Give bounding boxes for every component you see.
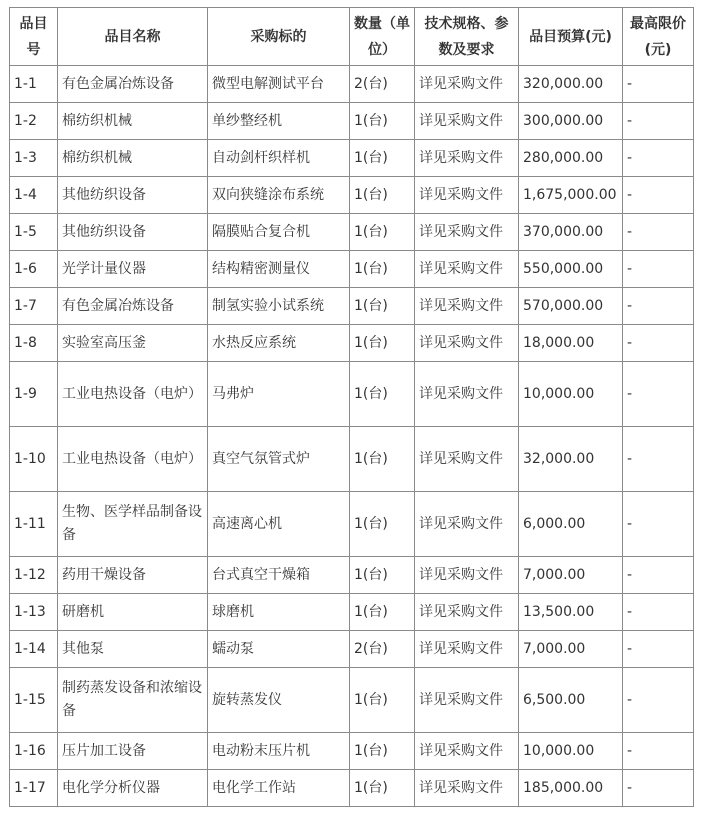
cell-spec: 详见采购文件 — [415, 251, 519, 288]
cell-target: 制氢实验小试系统 — [208, 288, 350, 325]
cell-budget: 10,000.00 — [519, 362, 623, 427]
procurement-items-table — [9, 7, 694, 807]
cell-target: 电动粉末压片机 — [208, 733, 350, 770]
cell-quantity: 1(台) — [350, 251, 415, 288]
table-row — [10, 668, 694, 733]
table-row — [10, 140, 694, 177]
cell-target: 高速离心机 — [208, 492, 350, 557]
cell-item-no: 1-11 — [10, 492, 58, 557]
cell-quantity: 1(台) — [350, 140, 415, 177]
table-row — [10, 362, 694, 427]
cell-target: 旋转蒸发仪 — [208, 668, 350, 733]
cell-item-name: 电化学分析仪器 — [58, 770, 208, 807]
cell-item-no: 1-4 — [10, 177, 58, 214]
cell-quantity: 1(台) — [350, 288, 415, 325]
cell-item-name: 研磨机 — [58, 594, 208, 631]
cell-max-price: - — [623, 594, 694, 631]
cell-spec: 详见采购文件 — [415, 668, 519, 733]
cell-item-no: 1-15 — [10, 668, 58, 733]
table-row — [10, 288, 694, 325]
cell-item-no: 1-7 — [10, 288, 58, 325]
cell-target: 自动剑杆织样机 — [208, 140, 350, 177]
cell-budget: 280,000.00 — [519, 140, 623, 177]
cell-item-name: 棉纺织机械 — [58, 103, 208, 140]
cell-target: 台式真空干燥箱 — [208, 557, 350, 594]
cell-spec: 详见采购文件 — [415, 427, 519, 492]
cell-quantity: 1(台) — [350, 103, 415, 140]
cell-budget: 18,000.00 — [519, 325, 623, 362]
cell-quantity: 1(台) — [350, 594, 415, 631]
table-row — [10, 557, 694, 594]
table-row — [10, 325, 694, 362]
cell-quantity: 2(台) — [350, 66, 415, 103]
cell-quantity: 1(台) — [350, 214, 415, 251]
cell-spec: 详见采购文件 — [415, 325, 519, 362]
cell-item-name: 制药蒸发设备和浓缩设备 — [58, 668, 208, 733]
header-spec: 技术规格、参数及要求 — [415, 8, 519, 66]
cell-item-name: 其他纺织设备 — [58, 214, 208, 251]
header-item-no: 品目号 — [10, 8, 58, 66]
cell-max-price: - — [623, 140, 694, 177]
cell-max-price: - — [623, 631, 694, 668]
cell-item-no: 1-1 — [10, 66, 58, 103]
cell-item-no: 1-8 — [10, 325, 58, 362]
cell-item-name: 光学计量仪器 — [58, 251, 208, 288]
cell-quantity: 1(台) — [350, 325, 415, 362]
cell-quantity: 1(台) — [350, 362, 415, 427]
cell-budget: 550,000.00 — [519, 251, 623, 288]
cell-quantity: 1(台) — [350, 668, 415, 733]
cell-max-price: - — [623, 66, 694, 103]
cell-max-price: - — [623, 288, 694, 325]
cell-spec: 详见采购文件 — [415, 177, 519, 214]
cell-item-no: 1-10 — [10, 427, 58, 492]
cell-item-no: 1-12 — [10, 557, 58, 594]
cell-max-price: - — [623, 362, 694, 427]
cell-max-price: - — [623, 668, 694, 733]
cell-max-price: - — [623, 214, 694, 251]
cell-budget: 6,500.00 — [519, 668, 623, 733]
cell-budget: 13,500.00 — [519, 594, 623, 631]
cell-item-no: 1-5 — [10, 214, 58, 251]
header-item-name: 品目名称 — [58, 8, 208, 66]
cell-spec: 详见采购文件 — [415, 557, 519, 594]
cell-spec: 详见采购文件 — [415, 288, 519, 325]
cell-max-price: - — [623, 770, 694, 807]
cell-target: 球磨机 — [208, 594, 350, 631]
cell-budget: 7,000.00 — [519, 631, 623, 668]
cell-item-name: 有色金属冶炼设备 — [58, 288, 208, 325]
cell-item-name: 棉纺织机械 — [58, 140, 208, 177]
cell-spec: 详见采购文件 — [415, 733, 519, 770]
header-max-price: 最高限价(元) — [623, 8, 694, 66]
cell-item-no: 1-2 — [10, 103, 58, 140]
cell-budget: 185,000.00 — [519, 770, 623, 807]
cell-quantity: 1(台) — [350, 770, 415, 807]
cell-spec: 详见采购文件 — [415, 594, 519, 631]
table-row — [10, 214, 694, 251]
cell-item-no: 1-14 — [10, 631, 58, 668]
cell-max-price: - — [623, 251, 694, 288]
cell-target: 蠕动泵 — [208, 631, 350, 668]
cell-quantity: 1(台) — [350, 492, 415, 557]
cell-max-price: - — [623, 557, 694, 594]
cell-item-no: 1-17 — [10, 770, 58, 807]
cell-target: 微型电解测试平台 — [208, 66, 350, 103]
table-row — [10, 631, 694, 668]
cell-item-no: 1-6 — [10, 251, 58, 288]
table-row — [10, 103, 694, 140]
cell-budget: 300,000.00 — [519, 103, 623, 140]
cell-item-no: 1-16 — [10, 733, 58, 770]
table-row — [10, 733, 694, 770]
cell-target: 结构精密测量仪 — [208, 251, 350, 288]
cell-max-price: - — [623, 427, 694, 492]
cell-max-price: - — [623, 492, 694, 557]
table-row — [10, 770, 694, 807]
table-row — [10, 66, 694, 103]
cell-max-price: - — [623, 325, 694, 362]
table-row — [10, 594, 694, 631]
cell-target: 电化学工作站 — [208, 770, 350, 807]
table-row — [10, 251, 694, 288]
cell-item-name: 药用干燥设备 — [58, 557, 208, 594]
cell-budget: 32,000.00 — [519, 427, 623, 492]
cell-budget: 370,000.00 — [519, 214, 623, 251]
cell-budget: 320,000.00 — [519, 66, 623, 103]
cell-target: 单纱整经机 — [208, 103, 350, 140]
cell-target: 隔膜贴合复合机 — [208, 214, 350, 251]
cell-budget: 1,675,000.00 — [519, 177, 623, 214]
cell-max-price: - — [623, 177, 694, 214]
header-target: 采购标的 — [208, 8, 350, 66]
cell-quantity: 2(台) — [350, 631, 415, 668]
procurement-table-container — [9, 7, 693, 807]
cell-item-name: 生物、医学样品制备设备 — [58, 492, 208, 557]
cell-max-price: - — [623, 103, 694, 140]
cell-budget: 570,000.00 — [519, 288, 623, 325]
cell-item-name: 有色金属冶炼设备 — [58, 66, 208, 103]
cell-spec: 详见采购文件 — [415, 631, 519, 668]
header-budget: 品目预算(元) — [519, 8, 623, 66]
table-row — [10, 492, 694, 557]
cell-quantity: 1(台) — [350, 733, 415, 770]
cell-budget: 7,000.00 — [519, 557, 623, 594]
cell-target: 马弗炉 — [208, 362, 350, 427]
cell-quantity: 1(台) — [350, 557, 415, 594]
header-quantity: 数量（单位） — [350, 8, 415, 66]
cell-quantity: 1(台) — [350, 427, 415, 492]
cell-spec: 详见采购文件 — [415, 103, 519, 140]
cell-item-name: 工业电热设备（电炉） — [58, 362, 208, 427]
cell-spec: 详见采购文件 — [415, 770, 519, 807]
cell-item-name: 其他纺织设备 — [58, 177, 208, 214]
cell-spec: 详见采购文件 — [415, 362, 519, 427]
cell-spec: 详见采购文件 — [415, 492, 519, 557]
cell-spec: 详见采购文件 — [415, 214, 519, 251]
cell-target: 水热反应系统 — [208, 325, 350, 362]
cell-item-no: 1-3 — [10, 140, 58, 177]
cell-item-name: 其他泵 — [58, 631, 208, 668]
cell-item-no: 1-9 — [10, 362, 58, 427]
cell-item-name: 工业电热设备（电炉） — [58, 427, 208, 492]
cell-max-price: - — [623, 733, 694, 770]
table-header-row — [10, 8, 694, 66]
table-row — [10, 427, 694, 492]
cell-budget: 10,000.00 — [519, 733, 623, 770]
cell-quantity: 1(台) — [350, 177, 415, 214]
table-row — [10, 177, 694, 214]
cell-item-name: 压片加工设备 — [58, 733, 208, 770]
cell-item-name: 实验室高压釜 — [58, 325, 208, 362]
cell-target: 双向狭缝涂布系统 — [208, 177, 350, 214]
cell-budget: 6,000.00 — [519, 492, 623, 557]
cell-target: 真空气氛管式炉 — [208, 427, 350, 492]
cell-spec: 详见采购文件 — [415, 66, 519, 103]
cell-spec: 详见采购文件 — [415, 140, 519, 177]
cell-item-no: 1-13 — [10, 594, 58, 631]
